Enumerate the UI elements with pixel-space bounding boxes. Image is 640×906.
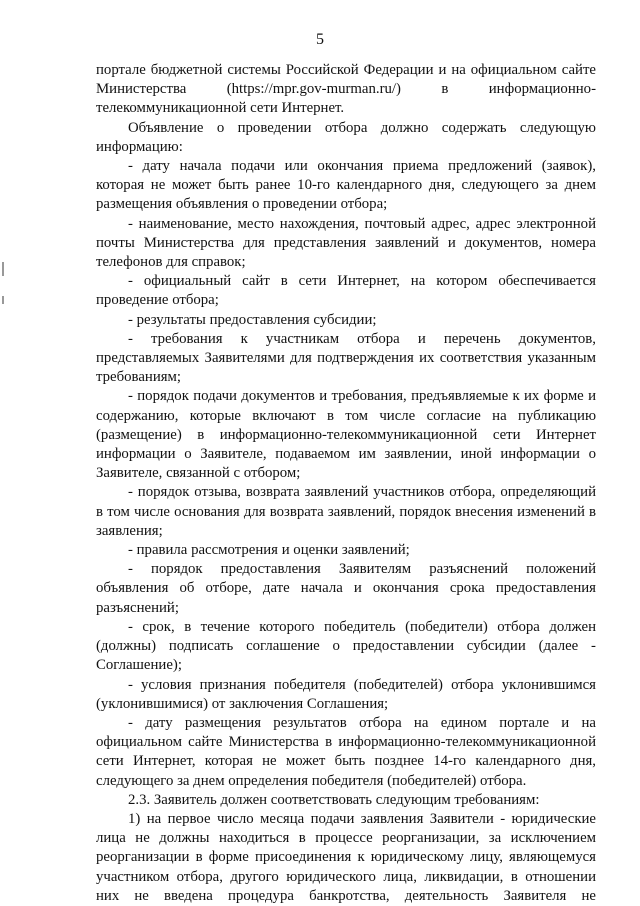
list-item: - срок, в течение которого победитель (победители) отбора должен (должны) подписать соглашение о предоставлении субсидии (далее - Соглашение); <box>96 618 596 674</box>
document-body <box>96 61 596 906</box>
scan-edge-mark <box>2 262 4 276</box>
list-item: - дату начала подачи или окончания приема предложений (заявок), которая не может быть ранее 10-го календарного дня, следующего за днем размещения объявления о проведении отбора; <box>96 158 596 213</box>
list-item: - дату размещения результатов отбора на едином портале и на официальном сайте Министерства в информационно-телекоммуникационной сети Интернет, которая не может быть позднее 14-го календарного дня, следующего за днем определения победителя (победителей) отбора. <box>96 714 596 789</box>
list-item: - условия признания победителя (победителей) отбора уклонившимся (уклонившимися) от заключения Соглашения; <box>96 676 596 712</box>
list-item: - правила рассмотрения и оценки заявлений; <box>128 542 410 559</box>
list-item: - порядок подачи документов и требования, предъявляемые к их форме и содержанию, которые включают в том числе согласие на публикацию (размещение) в информационно-телекоммуникационной сети Интернет информации о Заявителе, подаваемом им заявлении, иной информации о Заявителе, связанной с отбором; <box>96 388 596 482</box>
list-item: - порядок отзыва, возврата заявлений участников отбора, определяющий в том числе основания для возврата заявлений, порядок внесения изменений в заявления; <box>96 484 596 539</box>
paragraph: 1) на первое число месяца подачи заявления Заявители - юридические лица не должны находиться в процессе реорганизации, за исключением реорганизации в форме присоединения к юридическому лицу, являющемуся участником отбора, другого юридического лица, ликвидации, в отношении них не введена процедура банкротства, деятельность Заявителя не <box>96 810 596 904</box>
section-heading: 2.3. Заявитель должен соответствовать следующим требованиям: <box>128 791 540 808</box>
list-item: - результаты предоставления субсидии; <box>128 311 377 328</box>
paragraph: Объявление о проведении отбора должно содержать следующую информацию: <box>96 119 596 155</box>
paragraph: порталe бюджетной системы Российской Федерации и на официальном сайте Министерства (https://mpr.gov-murman.ru/) в информационно-телекоммуникационной сети Интернет. <box>96 62 596 117</box>
scan-edge-mark <box>2 296 4 304</box>
list-item: - наименование, место нахождения, почтовый адрес, адрес электронной почты Министерства для представления заявлений и документов, номера телефонов для справок; <box>96 215 596 271</box>
list-item: - требования к участникам отбора и перечень документов, представляемых Заявителями для подтверждения их соответствия указанным требованиям; <box>96 330 596 386</box>
list-item: - официальный сайт в сети Интернет, на котором обеспечивается проведение отбора; <box>96 273 596 309</box>
page-number: 5 <box>316 31 324 48</box>
list-item: - порядок предоставления Заявителям разъяснений положений объявления об отборе, дате начала и окончания срока предоставления разъяснений; <box>96 561 596 616</box>
